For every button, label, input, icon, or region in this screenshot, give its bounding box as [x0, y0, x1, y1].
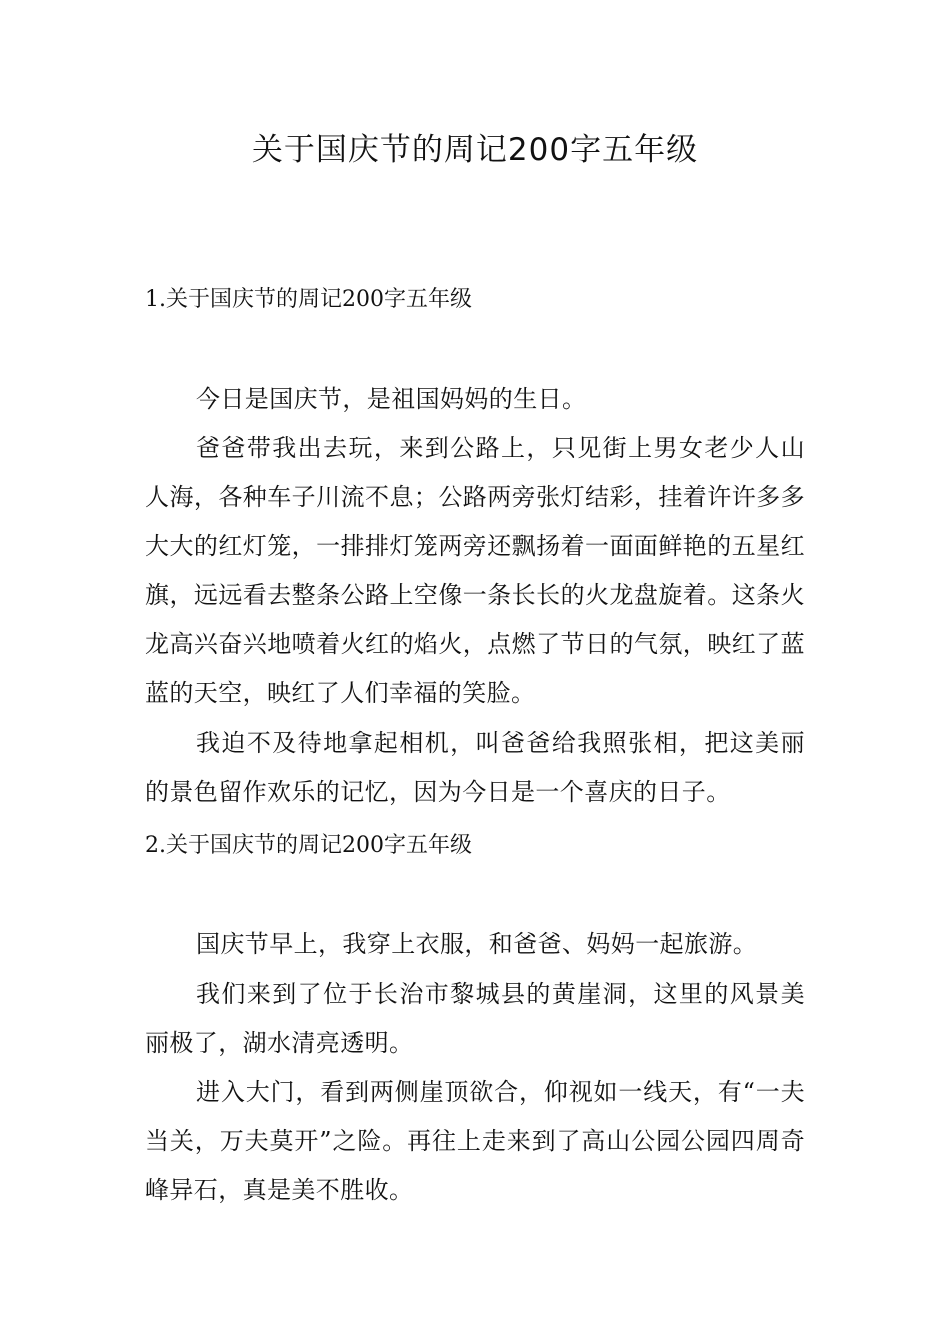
section-1-paragraph-3: 我迫不及待地拿起相机，叫爸爸给我照张相，把这美丽的景色留作欢乐的记忆，因为今日是一个喜庆的日子。: [145, 729, 805, 806]
section-1-paragraph-2: 爸爸带我出去玩，来到公路上，只见街上男女老少人山人海，各种车子川流不息；公路两旁张灯结彩，挂着许许多多大大的红灯笼，一排排灯笼两旁还飘扬着一面面鲜艳的五星红旗，远远看去整条公路上空像一条长长的火龙盘旋着。这条火龙高兴奋兴地喷着火红的焰火，点燃了节日的气氛，映红了蓝蓝的天空，映红了人们幸福的笑脸。: [145, 434, 805, 707]
section-2-heading: 2.关于国庆节的周记200字五年级: [145, 833, 472, 858]
section-1-heading: 1.关于国庆节的周记200字五年级: [145, 287, 472, 312]
section-2-paragraph-1: 国庆节早上，我穿上衣服，和爸爸、妈妈一起旅游。: [196, 930, 758, 958]
document-title: 关于国庆节的周记200字五年级: [251, 132, 699, 168]
section-2-paragraph-3: 进入大门，看到两侧崖顶欲合，仰视如一线天，有“一夫当关，万夫莫开”之险。再往上走来到了高山公园公园四周奇峰异石，真是美不胜收。: [145, 1078, 805, 1204]
section-2-paragraph-2: 我们来到了位于长治市黎城县的黄崖洞，这里的风景美丽极了，湖水清亮透明。: [145, 980, 805, 1057]
section-1-paragraph-1: 今日是国庆节，是祖国妈妈的生日。: [196, 385, 587, 413]
